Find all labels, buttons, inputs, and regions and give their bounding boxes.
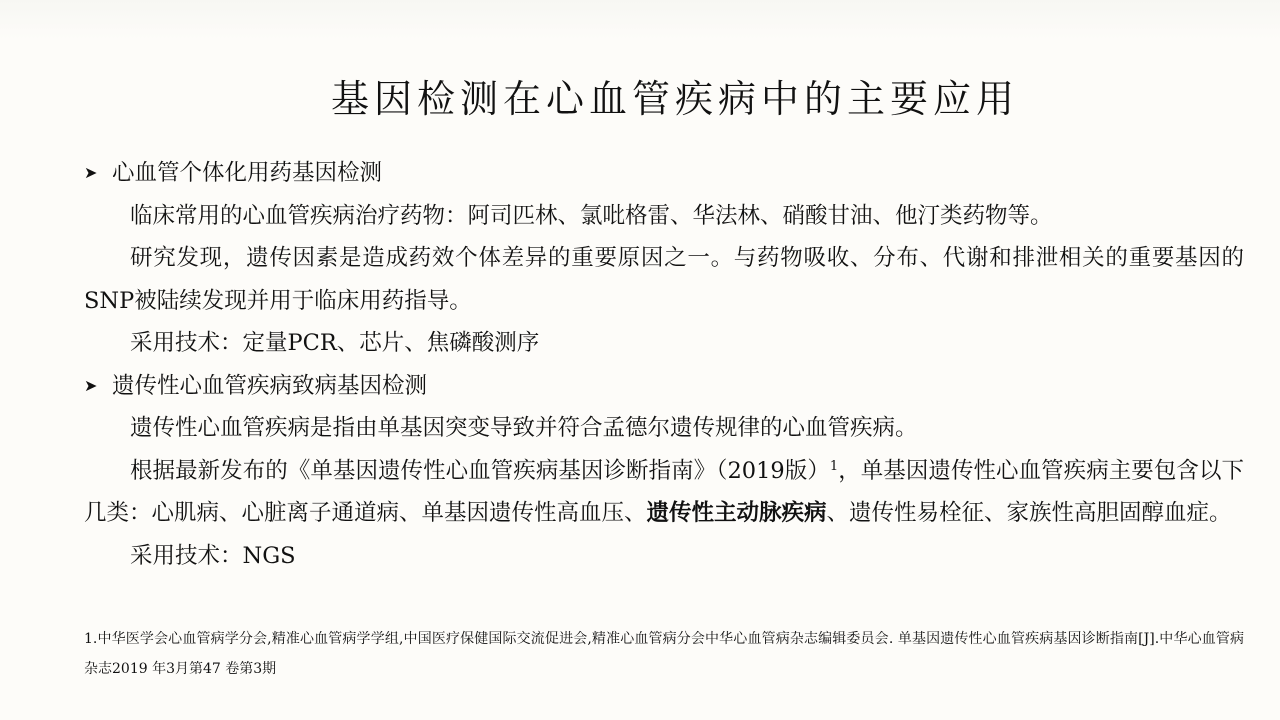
slide-content — [84, 152, 1244, 577]
slide-title: 基因检测在心血管疾病中的主要应用 — [330, 77, 1019, 121]
arrow-bullet-icon: ➤ — [84, 163, 98, 182]
paragraph-research: 研究发现，遗传因素是造成药效个体差异的重要原因之一。与药物吸收、分布、代谢和排泄相关的重要基因的SNP被陆续发现并用于临床用药指导。 — [84, 245, 1244, 314]
paragraph-guideline — [84, 450, 1244, 535]
highlighted-disease: 遗传性主动脉疾病 — [646, 500, 827, 526]
bullet-heading-1 — [84, 152, 1244, 195]
guideline-text-part3: 、遗传性易栓征、家族性高胆固醇血症。 — [826, 500, 1232, 526]
paragraph-definition: 遗传性心血管疾病是指由单基因突变导致并符合孟德尔遗传规律的心血管疾病。 — [130, 415, 918, 441]
paragraph-drugs: 临床常用的心血管疾病治疗药物：阿司匹林、氯吡格雷、华法林、硝酸甘油、他汀类药物等。 — [130, 202, 1053, 229]
paragraph-technology-1: 采用技术：定量PCR、芯片、焦磷酸测序 — [130, 330, 540, 356]
section-heading: 心血管个体化用药基因检测 — [112, 160, 383, 186]
footnote: 1.中华医学会心血管病学分会,精准心血管病学学组,中国医疗保健国际交流促进会,精准心血管病分会中华心血管病杂志编辑委员会. 单基因遗传性心血管疾病基因诊断指南[J].中华心血管病杂志2019 年3月第47 卷第3期 — [84, 631, 1244, 677]
paragraph-technology-2: 采用技术：NGS — [130, 542, 296, 569]
footnote-marker: 1 — [829, 458, 839, 474]
arrow-bullet-icon: ➤ — [84, 375, 98, 395]
bullet-heading-2 — [84, 365, 1244, 408]
section-heading: 遗传性心血管疾病致病基因检测 — [112, 372, 428, 399]
guideline-text-part2: ，单基因遗传性心血管疾病主要包含以下几类：心肌病、心脏离子通道病、单基因遗传性高血压、 — [84, 457, 1244, 526]
guideline-text-part1: 根据最新发布的《单基因遗传性心血管疾病基因诊断指南》（2019版） — [130, 457, 830, 484]
